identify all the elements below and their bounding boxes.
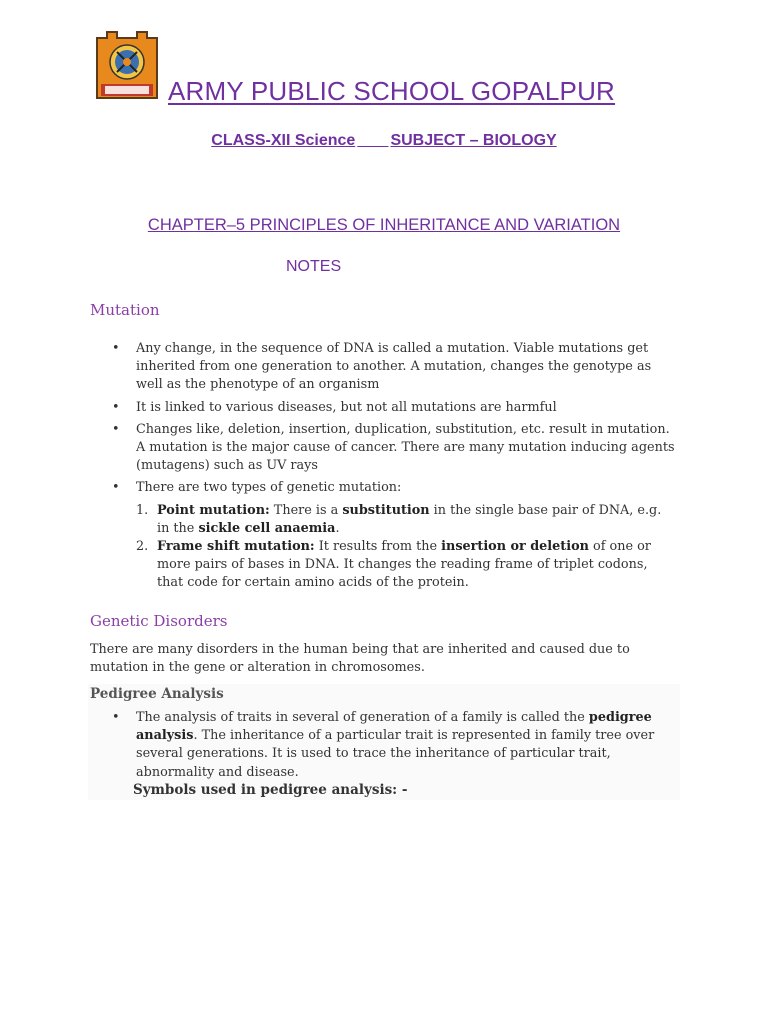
- text-run: . The inheritance of a particular trait is represented in family tree over several generations. It is used to trace the inheritance of particular trait, abnormality and disease.: [136, 728, 655, 780]
- class-subject-line: [0, 132, 768, 150]
- list-item: [112, 479, 677, 592]
- class-label: CLASS-XII Science: [211, 132, 356, 149]
- symbols-label: Symbols used in pedigree analysis: -: [133, 782, 408, 798]
- genetic-disorders-heading: Genetic Disorders: [90, 612, 228, 630]
- genetic-disorders-paragraph: There are many disorders in the human being that are inherited and caused due to mutation in the gene or alteration in chromosomes.: [90, 642, 630, 676]
- list-number: 2.: [136, 539, 149, 555]
- bold-term: pedigree analysis: [136, 710, 652, 744]
- list-item: • Changes like, deletion, insertion, duplication, substitution, etc. result in mutation. A mutation is the major cause of cancer. There are many mutation inducing agents (mutagens) such as UV rays: [112, 421, 677, 476]
- pedigree-bullet-list: [112, 709, 657, 782]
- list-item: • Any change, in the sequence of DNA is called a mutation. Viable mutations get inherited from one generation to another. A mutation, changes the genotype as well as the phenotype of an organism: [112, 340, 677, 395]
- mutation-types-list: [136, 502, 677, 593]
- school-name: ARMY PUBLIC SCHOOL GOPALPUR: [168, 76, 616, 106]
- school-crest-logo: [91, 28, 163, 104]
- text-run: of one or more pairs of bases in DNA. It changes the reading frame of triplet codons, that code for certain amino acids of the protein.: [157, 539, 651, 591]
- list-item: [112, 709, 657, 782]
- text-run: It results from the: [314, 539, 442, 555]
- text-run: The analysis of traits in several of generation of a family is called the: [136, 710, 589, 725]
- text-run: There is a: [269, 502, 343, 518]
- list-item: • It is linked to various diseases, but not all mutations are harmful: [112, 399, 677, 417]
- bold-term: substitution: [342, 502, 430, 518]
- mutation-heading: Mutation: [90, 301, 160, 319]
- term-label: Point mutation:: [157, 502, 270, 518]
- text-run: .: [335, 520, 340, 536]
- chapter-title: CHAPTER–5 PRINCIPLES OF INHERITANCE AND VARIATION: [147, 216, 621, 234]
- bold-term: insertion or deletion: [441, 539, 589, 555]
- pedigree-heading: Pedigree Analysis: [90, 686, 224, 702]
- list-item-frame-shift: [136, 538, 677, 593]
- notes-label: NOTES: [286, 258, 342, 275]
- list-number: 1.: [136, 502, 149, 518]
- text-run: in the single base pair of DNA, e.g. in the: [157, 502, 662, 536]
- subject-label: SUBJECT – BIOLOGY: [390, 132, 557, 149]
- term-label: Frame shift mutation:: [157, 539, 315, 555]
- bold-term: sickle cell anaemia: [198, 520, 336, 536]
- list-item-point-mutation: [136, 502, 677, 538]
- types-intro: There are two types of genetic mutation:: [136, 480, 402, 496]
- mutation-bullet-list: [112, 340, 677, 597]
